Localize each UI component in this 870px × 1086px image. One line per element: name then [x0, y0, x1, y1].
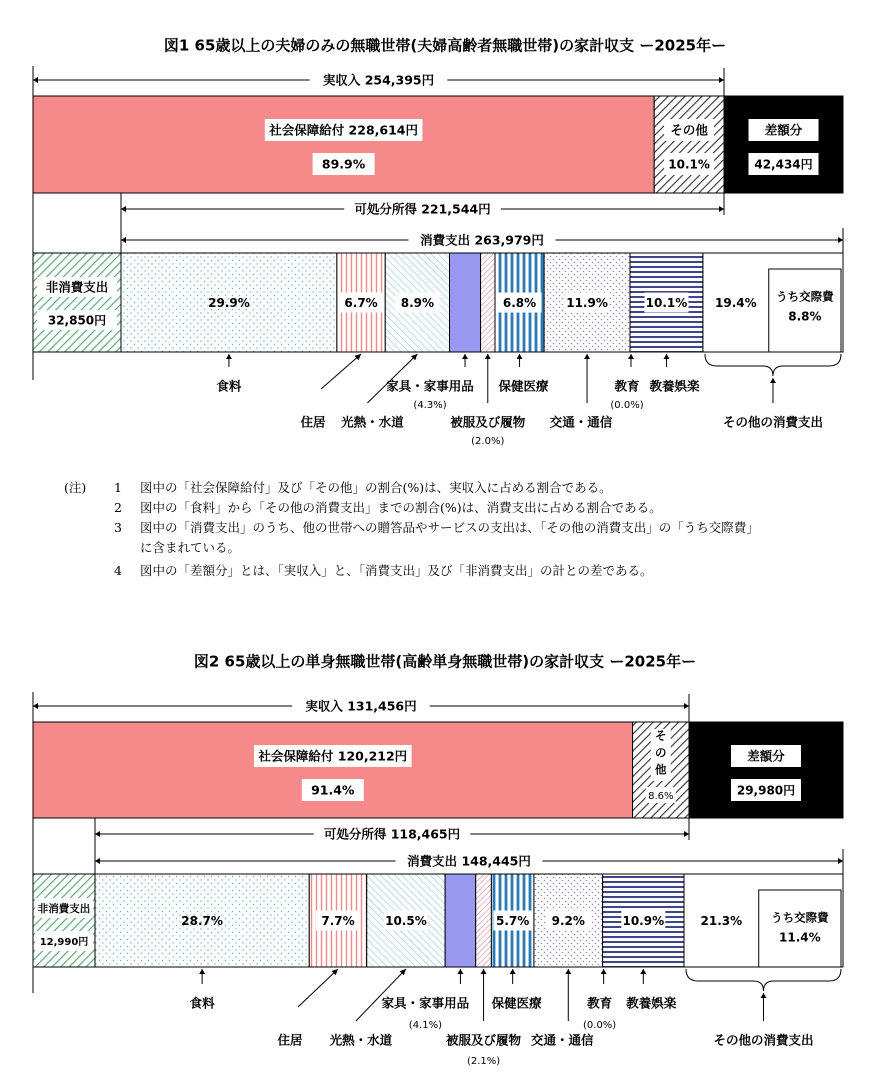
- consumption-dimension: [95, 853, 843, 869]
- pct-clothing: (2.0%): [471, 436, 505, 447]
- pointer-line: [321, 354, 361, 389]
- arrow-head: [95, 831, 100, 837]
- note-3-continued: [114, 539, 240, 556]
- income-dimension: [33, 72, 724, 88]
- pointer-line: [298, 969, 338, 1007]
- segment-clothing: [481, 253, 495, 352]
- pct-utilities: 10.5%: [385, 914, 427, 928]
- label-medical: 保健医療: [498, 378, 549, 394]
- arrow-head: [481, 969, 487, 974]
- deficit-amount: 42,434円: [754, 157, 813, 172]
- note-text: 図中の「食料」から「その他の消費支出」までの割合(%)は、消費支出に占める割合である。: [140, 500, 662, 515]
- arrow-head: [684, 703, 689, 709]
- arrow-head: [510, 969, 516, 974]
- arrow-head: [517, 354, 523, 359]
- social-security-pct: 91.4%: [311, 782, 355, 798]
- entertainment-pct: 11.4%: [779, 930, 821, 945]
- arrow-head: [226, 354, 232, 359]
- social-security-label: 社会保障給付 120,212円: [258, 748, 408, 764]
- entertainment-pct: 8.8%: [788, 309, 822, 324]
- entertainment-label: うち交際費: [776, 289, 834, 304]
- note-2: [114, 499, 662, 516]
- label-transport: 交通・通信: [531, 1032, 594, 1048]
- other-income-label: の: [655, 745, 667, 760]
- figure-1: [33, 37, 843, 448]
- pct-food: 29.9%: [208, 296, 250, 310]
- segment-furniture: [445, 874, 476, 967]
- label-transport: 交通・通信: [549, 414, 613, 430]
- other-income-label: 他: [655, 762, 667, 777]
- deficit-label: 差額分: [764, 122, 803, 138]
- segment-clothing: [476, 874, 492, 967]
- pct-transport: 11.9%: [566, 296, 608, 310]
- note-1: [114, 479, 612, 496]
- label-housing: 住居: [300, 414, 326, 430]
- pct-utilities: 8.9%: [400, 296, 435, 310]
- social-security-pct: 89.9%: [321, 156, 366, 172]
- arrow-head: [719, 206, 724, 212]
- label-furniture: 家具・家事用品: [386, 378, 474, 394]
- brace: [705, 354, 841, 376]
- social-security-label: 社会保障給付 228,614円: [269, 122, 419, 138]
- other-income-bar: [654, 96, 724, 193]
- label-medical: 保健医療: [491, 995, 542, 1011]
- arrow-head: [838, 237, 843, 243]
- non-consumption-bar: [33, 874, 95, 967]
- note-number: 4: [114, 563, 122, 578]
- note-text: 図中の「社会保障給付」及び「その他」の割合(%)は、実収入に占める割合である。: [140, 480, 612, 495]
- other-income-label: そ: [655, 728, 667, 743]
- label-culture: 教養娯楽: [649, 378, 700, 394]
- arrow-head: [770, 378, 776, 383]
- pct-education: (0.0%): [583, 1020, 617, 1031]
- social-security-bar: [33, 722, 633, 818]
- dimension-label: 可処分所得 221,544円: [354, 201, 491, 217]
- other-income-pct: 10.1%: [668, 157, 710, 172]
- label-othercons: その他の消費支出: [722, 414, 823, 430]
- non-consumption-label: 非消費支出: [45, 279, 109, 295]
- deficit-amount: 29,980円: [736, 783, 796, 798]
- label-clothing: 被服及び履物: [446, 1032, 522, 1048]
- arrow-head: [584, 354, 590, 359]
- pct-medical: 5.7%: [496, 914, 530, 928]
- arrow-head: [457, 969, 463, 974]
- label-culture: 教養娯楽: [626, 995, 677, 1011]
- chart-title: 図2 65歳以上の単身無職世帯(高齢単身無職世帯)の家計収支 ー2025年ー: [193, 652, 697, 671]
- label-utilities: 光熱・水道: [329, 1032, 393, 1048]
- other-income-pct: 8.6%: [648, 791, 674, 802]
- label-clothing: 被服及び履物: [450, 414, 526, 430]
- pct-medical: 6.8%: [502, 296, 537, 310]
- label-food: 食料: [216, 378, 242, 394]
- segment-furniture: [450, 253, 481, 352]
- pct-education: (0.0%): [610, 400, 644, 411]
- note-4: [114, 562, 653, 579]
- arrow-head: [838, 858, 843, 864]
- arrow-head: [640, 969, 646, 974]
- pct-furniture: (4.3%): [413, 400, 447, 411]
- arrow-head: [760, 993, 766, 998]
- note-number: 2: [114, 500, 122, 515]
- arrow-head: [628, 354, 634, 359]
- pct-housing: 6.7%: [344, 296, 378, 310]
- label-food: 食料: [189, 995, 215, 1011]
- arrow-head: [485, 354, 491, 359]
- note-number: 3: [114, 520, 122, 535]
- dimension-label: 消費支出 148,445円: [407, 853, 531, 869]
- arrow-head: [565, 969, 571, 974]
- non-consumption-label: 非消費支出: [37, 903, 91, 915]
- arrow-head: [684, 831, 689, 837]
- disposable-dimension: [121, 201, 724, 217]
- dimension-label: 消費支出 263,979円: [420, 232, 544, 248]
- deficit-bar: [724, 96, 843, 193]
- consumption-dimension: [121, 232, 843, 248]
- pct-culture: 10.1%: [645, 296, 688, 310]
- pct-housing: 7.7%: [321, 914, 355, 928]
- non-consumption-bar: [33, 253, 121, 352]
- pct-culture: 10.9%: [622, 914, 665, 928]
- non-consumption-amount: 32,850円: [47, 313, 107, 328]
- chart-title: 図1 65歳以上の夫婦のみの無職世帯(夫婦高齢者無職世帯)の家計収支 ー2025年ー: [163, 36, 727, 55]
- income-dimension: [33, 698, 689, 714]
- note-text: 図中の「差額分」とは、「実収入」と、「消費支出」及び「非消費支出」の計との差である。: [140, 563, 653, 578]
- note-text: に含まれている。: [140, 540, 241, 555]
- arrow-head: [199, 969, 205, 974]
- brace: [686, 969, 841, 991]
- disposable-dimension: [95, 826, 689, 842]
- other-income-label: その他: [670, 122, 708, 138]
- entertainment-label: うち交際費: [771, 910, 829, 925]
- label-furniture: 家具・家事用品: [381, 995, 470, 1011]
- note-label: (注): [64, 480, 87, 495]
- pct-food: 28.7%: [181, 914, 223, 928]
- arrow-head: [33, 77, 38, 83]
- social-security-bar: [33, 96, 654, 193]
- label-othercons: その他の消費支出: [713, 1032, 814, 1048]
- note-3: [114, 519, 759, 536]
- dimension-label: 実収入 131,456円: [305, 698, 417, 714]
- pct-othercons: 19.4%: [715, 296, 757, 310]
- dimension-label: 実収入 254,395円: [322, 72, 435, 88]
- arrow-head: [121, 206, 126, 212]
- arrow-head: [462, 354, 468, 359]
- entertainment-sub-box: [759, 890, 841, 967]
- figure-2: [33, 653, 843, 1068]
- deficit-bar: [689, 722, 843, 818]
- deficit-label: 差額分: [747, 748, 785, 764]
- non-consumption-amount: 12,990円: [39, 937, 89, 948]
- arrow-head: [663, 354, 669, 359]
- label-education: 教育: [614, 378, 640, 394]
- label-housing: 住居: [277, 1032, 303, 1048]
- pct-transport: 9.2%: [551, 914, 585, 928]
- pct-othercons: 21.3%: [700, 914, 743, 928]
- dimension-label: 可処分所得 118,465円: [323, 826, 461, 842]
- arrow-head: [601, 969, 607, 974]
- label-utilities: 光熱・水道: [341, 414, 404, 430]
- pct-furniture: (4.1%): [408, 1020, 443, 1031]
- arrow-head: [95, 858, 100, 864]
- note-text: 図中の「消費支出」のうち、他の世帯への贈答品やサービスの支出は、「その他の消費支出」の「うち交際費」: [140, 520, 759, 535]
- arrow-head: [33, 703, 38, 709]
- arrow-head: [719, 77, 724, 83]
- label-education: 教育: [587, 995, 613, 1011]
- note-number: 1: [114, 480, 122, 495]
- pct-clothing: (2.1%): [466, 1056, 501, 1067]
- arrow-head: [121, 237, 126, 243]
